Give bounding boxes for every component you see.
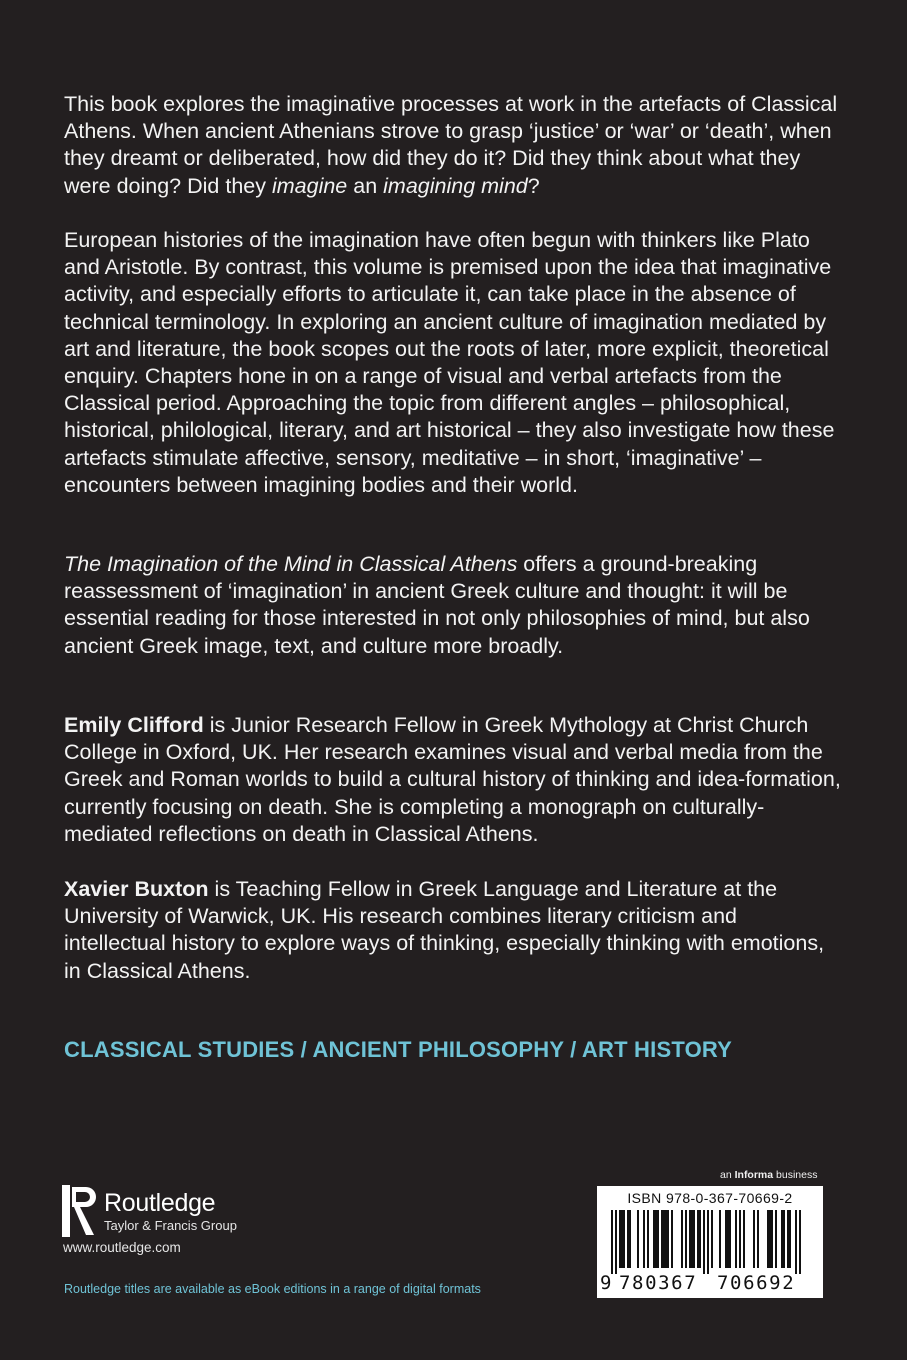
barcode-bar: [725, 1210, 727, 1268]
routledge-r-icon: [62, 1185, 98, 1237]
barcode-bar: [685, 1210, 687, 1268]
barcode-bar: [637, 1210, 639, 1268]
barcode-bar: [693, 1210, 695, 1268]
publisher-group: Taylor & Francis Group: [104, 1218, 237, 1233]
barcode-bar: [629, 1210, 631, 1268]
ebook-note: Routledge titles are available as eBook editions in a range of digital formats: [64, 1282, 481, 1296]
barcode-bar: [667, 1210, 669, 1268]
blurb-text: an: [347, 173, 384, 198]
isbn-barcode: [597, 1186, 823, 1298]
barcode-bar: [627, 1210, 629, 1268]
barcode-bar: [653, 1210, 655, 1268]
blurb-paragraph-2: European histories of the imagination have often begun with thinkers like Plato and Aristotle. By contrast, this volume is premised upon the idea that imaginative activity, and especially efforts to articulate it, can take place in the absence of technical terminology. In exploring an ancient culture of imagination mediated by art and literature, the book scopes out the roots of later, more explicit, theoretical enquiry. Chapters hone in on a range of visual and verbal artefacts from the Classical period. Approaching the topic from different angles – philosophical, historical, philological, literary, and art historical – they also investigate how these artefacts stimulate affective, sensory, meditative – in short, ‘imaginative’ – encounters between imagining bodies and their world.: [64, 228, 835, 497]
barcode-bar: [699, 1210, 701, 1268]
barcode-bar: [615, 1210, 617, 1274]
barcode-bar: [771, 1210, 773, 1268]
barcode-bar: [691, 1210, 693, 1268]
barcode-bar: [729, 1210, 731, 1268]
barcode-bar: [767, 1210, 769, 1268]
barcode-bar: [623, 1210, 625, 1268]
barcode-bar: [739, 1210, 741, 1268]
barcode-bar: [655, 1210, 657, 1268]
emphasis-text: imagining mind: [383, 173, 528, 198]
barcode-lead-digit: 9: [600, 1272, 612, 1294]
barcode-bar: [647, 1210, 649, 1268]
blurb-text: ?: [527, 173, 540, 198]
book-title: The Imagination of the Mind in Classical Athens: [64, 552, 518, 576]
barcode-bar: [657, 1210, 659, 1268]
publisher-name: Routledge: [104, 1189, 216, 1217]
barcode-bar: [611, 1210, 613, 1274]
barcode-bar: [665, 1210, 667, 1268]
barcode-bar: [781, 1210, 783, 1268]
barcode-digit-group-1: 780367: [619, 1272, 698, 1294]
blurb-paragraph-3: [64, 551, 844, 660]
informa-business-tag: [720, 1169, 817, 1181]
barcode-bar: [769, 1210, 771, 1268]
barcode-bar: [707, 1210, 709, 1274]
isbn-text: ISBN 978-0-367-70669-2: [627, 1190, 793, 1206]
barcode-bar: [681, 1210, 683, 1268]
author-bio-text: is Teaching Fellow in Greek Language and Literature at the University of Warwick, UK. His research combines literary criticism and intellectual history to explore ways of thinking, especially thinking with emotions, in Classical Athens.: [64, 877, 825, 983]
blurb-text: offers a ground-breaking reassessment of ‘imagination’ in ancient Greek culture and thought: it will be essential reading for those interested in not only philosophies of mind, but also ancient Greek image, text, and culture more broadly.: [64, 552, 810, 658]
barcode-bar: [663, 1210, 665, 1268]
author-name: Xavier Buxton: [64, 877, 209, 901]
barcode-bars: [611, 1210, 811, 1274]
barcode-bar: [643, 1210, 645, 1268]
publisher-url[interactable]: www.routledge.com: [63, 1240, 181, 1255]
barcode-bar: [775, 1210, 777, 1268]
barcode-bar: [689, 1210, 691, 1268]
barcode-bar: [753, 1210, 755, 1268]
barcode-bar: [743, 1210, 745, 1268]
author-bio-text: is Junior Research Fellow in Greek Mythology at Christ Church College in Oxford, UK. Her research examines visual and verbal media from the Greek and Roman worlds to build a cultural history of thinking and idea-formation, currently focusing on death. She is completing a monograph on culturally-mediated reflections on death in Classical Athens.: [64, 713, 841, 846]
barcode-bar: [757, 1210, 759, 1268]
author-name: Emily Clifford: [64, 713, 204, 737]
blurb-text: This book explores the imaginative processes at work in the artefacts of Classical Athens. When ancient Athenians strove to grasp ‘justice’ or ‘war’ or ‘death’, when they dreamt or deliberated, how did they do it? Did they think about what they were doing? Did they: [64, 92, 838, 198]
informa-prefix: an: [720, 1169, 735, 1181]
informa-suffix: business: [773, 1169, 818, 1181]
barcode-bar: [795, 1210, 797, 1274]
barcode-bar: [619, 1210, 621, 1268]
barcode-bar: [783, 1210, 785, 1268]
emphasis-text: imagine: [271, 173, 348, 198]
barcode-bar: [789, 1210, 791, 1268]
barcode-bar: [799, 1210, 801, 1274]
barcode-digit-group-2: 706692: [717, 1272, 796, 1294]
barcode-bar: [787, 1210, 789, 1268]
barcode-bar: [703, 1210, 705, 1274]
barcode-bar: [697, 1210, 699, 1268]
author-bio-1: [64, 712, 844, 848]
barcode-bar: [719, 1210, 721, 1268]
author-bio-2: [64, 876, 844, 985]
publisher-block: [62, 1185, 322, 1265]
barcode-bar: [711, 1210, 713, 1268]
barcode-bar: [621, 1210, 623, 1268]
blurb-paragraph-1: [64, 91, 844, 200]
subject-categories: CLASSICAL STUDIES / ANCIENT PHILOSOPHY / ART HISTORY: [64, 1037, 733, 1062]
barcode-bar: [727, 1210, 729, 1268]
barcode-bar: [671, 1210, 673, 1268]
barcode-bar: [735, 1210, 737, 1268]
informa-brand: Informa: [734, 1169, 774, 1181]
barcode-bar: [661, 1210, 663, 1268]
